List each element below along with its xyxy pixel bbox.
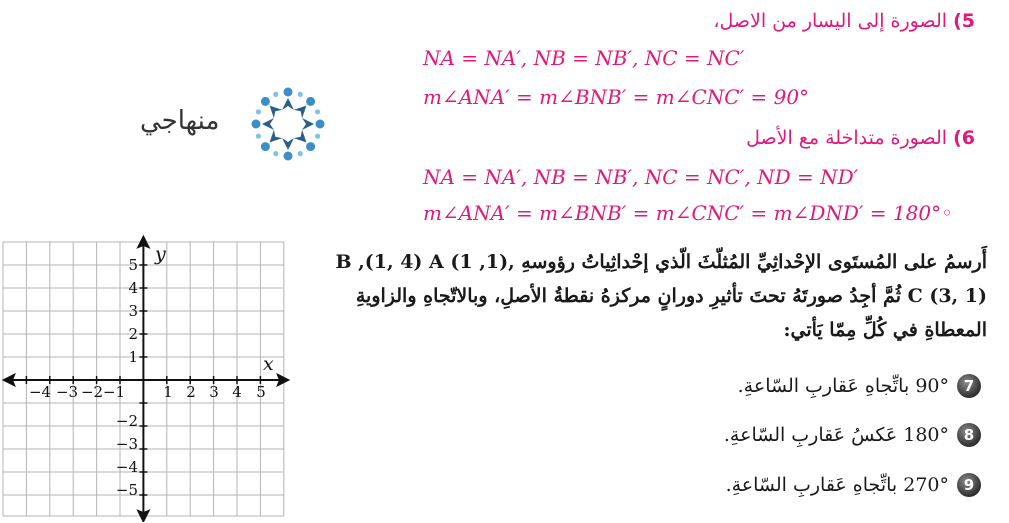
- y-tick-label: −5: [115, 481, 138, 499]
- exercise-item-7: [738, 374, 981, 398]
- exercise-item-9: [726, 473, 981, 497]
- answer-6-equal-lengths: NA = NA′, NB = NB′, NC = NC′, ND = ND′: [423, 165, 859, 189]
- y-tick-label: 2: [128, 325, 138, 343]
- x-tick-label: 5: [256, 383, 266, 401]
- question-block: [297, 245, 987, 347]
- y-tick-label: 1: [128, 348, 138, 366]
- answer-5-number: 5): [953, 10, 975, 32]
- item-number-badge: 8: [957, 423, 981, 447]
- answer-5-heading-text: الصورة إلى اليسار من الاصل،: [713, 10, 948, 32]
- y-tick-label: 5: [128, 256, 138, 274]
- x-axis-label: x: [263, 353, 274, 375]
- answer-5-equal-angles: m∠ANA′ = m∠BNB′ = m∠CNC′ = 90°: [423, 85, 810, 109]
- x-tick-label: −3: [55, 383, 79, 401]
- x-tick-label: 2: [186, 383, 196, 401]
- item-number-badge: 7: [957, 374, 981, 398]
- answer-5-heading: [713, 10, 975, 32]
- exercise-item-8: [724, 423, 981, 447]
- item-text: 270° باتِّجاهِ عَقاربِ السّاعةِ.: [725, 474, 949, 496]
- x-tick-label: −4: [28, 383, 52, 401]
- item-number-badge: 9: [957, 473, 981, 497]
- item-text: 180° عَكسُ عَقاربِ السّاعةِ.: [723, 424, 949, 446]
- y-tick-label: −2: [115, 412, 138, 430]
- answer-6-heading-text: الصورة متداخلة مع الأصل: [746, 127, 948, 149]
- people-circle-logo-icon: [248, 84, 328, 164]
- x-tick-label: 4: [232, 383, 242, 401]
- item-text: 90° باتِّجاهِ عَقاربِ السّاعةِ.: [737, 375, 949, 397]
- x-tick-label: −1: [102, 383, 126, 401]
- x-tick-label: 1: [163, 383, 173, 401]
- question-line-1: أَرسمُ على المُستَوى الإحْداثِيِّ المُثلّثَ الّذي إحْداثِياتُ رؤوسهِ ,(1, 1) B ,(1, 4) A: [335, 251, 987, 273]
- x-tick-label: 3: [209, 383, 219, 401]
- y-tick-label: 3: [128, 302, 138, 320]
- logo-text: منهاجي: [140, 106, 220, 136]
- question-line-2: C (3, 1) ثُمَّ أجِدُ صورتَهُ تحتَ تأثيرِ دورانٍ مركزهُ نقطةُ الأصلِ، وبالاتّجاهِ والزاويةِ: [355, 285, 987, 307]
- y-tick-label: −3: [115, 435, 138, 453]
- logo: [140, 84, 330, 164]
- y-axis-label: y: [155, 243, 166, 265]
- x-tick-label: −2: [80, 383, 104, 401]
- answer-6-number: 6): [953, 127, 975, 149]
- y-tick-label: 4: [128, 279, 138, 297]
- answer-6-equal-angles: m∠ANA′ = m∠BNB′ = m∠CNC′ = m∠DND′ = 180°◦: [423, 201, 953, 225]
- y-tick-label: −4: [115, 458, 138, 476]
- question-line-3: المعطاةِ في كُلِّ مِمّا يَأتي:: [783, 319, 987, 341]
- answer-6-heading: [746, 127, 975, 149]
- answer-5-equal-lengths: NA = NA′, NB = NB′, NC = NC′: [423, 46, 745, 70]
- coordinate-grid: [0, 232, 300, 522]
